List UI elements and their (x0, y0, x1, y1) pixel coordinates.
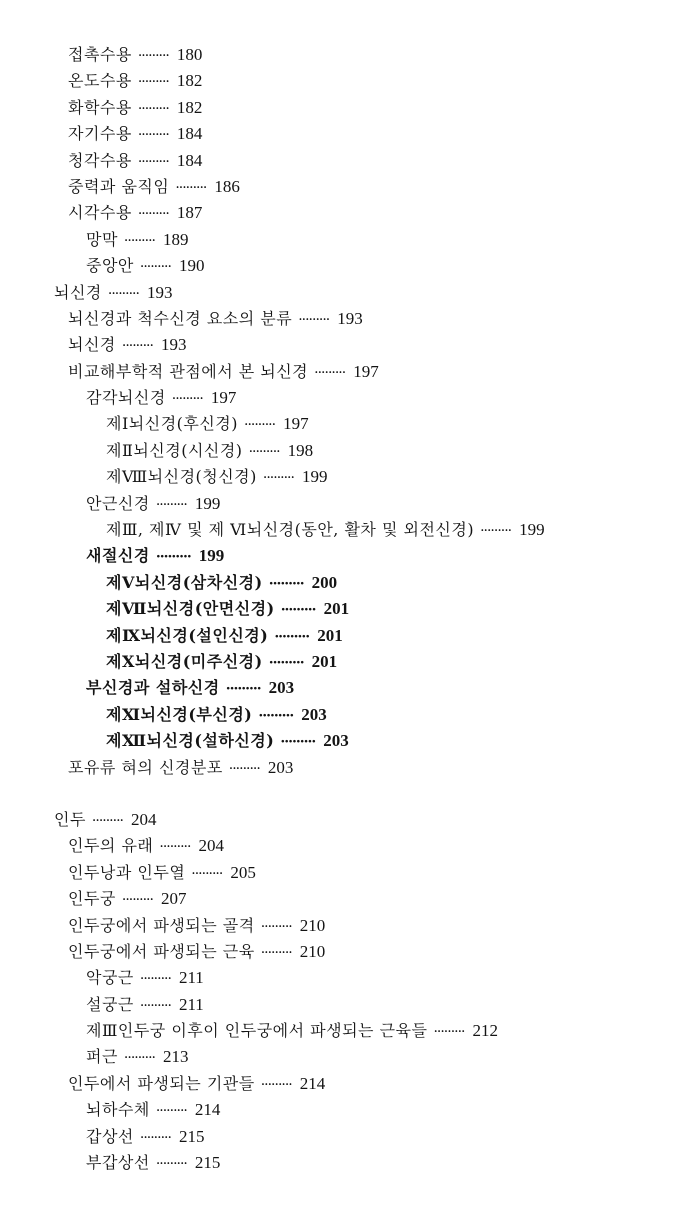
toc-entry-title: 뇌신경과 척수신경 요소의 분류 (68, 308, 293, 328)
toc-leader-dots: ········· (155, 496, 187, 513)
toc-entry-title: 뇌신경 (68, 335, 116, 355)
toc-entry-title: 인두궁에서 파생되는 골격 (68, 915, 255, 935)
toc-entry-page: 215 (194, 1153, 221, 1173)
toc-entry (0, 253, 700, 279)
toc-leader-dots: ········· (191, 865, 223, 882)
toc-leader-dots: ········· (268, 575, 304, 592)
toc-entry-page: 199 (194, 493, 221, 513)
toc-entry (0, 280, 700, 306)
toc-entry-page: 193 (337, 308, 363, 328)
toc-entry-page: 201 (311, 651, 338, 671)
toc-entry-title: 설궁근 (86, 994, 134, 1014)
toc-entry (0, 1097, 700, 1123)
toc-leader-dots: ········· (175, 179, 207, 196)
toc-entry-page: 198 (287, 440, 314, 460)
toc-entry-title: 포유류 혀의 신경분포 (68, 757, 223, 777)
toc-entry-title: 뇌신경 (54, 282, 102, 302)
toc-entry-title: 제Ⅶ뇌신경(안면신경) (106, 599, 275, 619)
toc-entry-page: 197 (283, 414, 309, 434)
toc-entry-title: 중앙안 (86, 256, 134, 276)
toc-entry (0, 121, 700, 147)
toc-leader-dots: ········· (228, 760, 260, 777)
toc-leader-dots: ········· (268, 654, 304, 671)
toc-entry-title: 퍼근 (86, 1047, 118, 1067)
toc-leader-dots: ········· (155, 549, 191, 566)
toc-entry-title: 뇌하수체 (86, 1100, 150, 1120)
toc-entry (0, 359, 700, 385)
toc-leader-dots: ········· (121, 338, 153, 355)
toc-entry (0, 675, 700, 701)
toc-leader-dots: ········· (139, 997, 171, 1014)
toc-entry-page: 203 (301, 704, 327, 724)
toc-entry-title: 망막 (86, 229, 118, 249)
toc-entry-page: 214 (194, 1100, 221, 1120)
toc-entry (0, 965, 700, 991)
toc-leader-dots: ········· (260, 918, 292, 935)
toc-entry (0, 68, 700, 94)
toc-entry-title: 인두의 유래 (68, 836, 154, 856)
toc-entry (0, 570, 700, 596)
toc-entry-title: 제Ⅷ뇌신경(청신경) (106, 467, 257, 487)
toc-entry-page: 213 (162, 1047, 189, 1067)
toc-entry-page: 201 (317, 625, 343, 645)
toc-entry-page: 193 (160, 335, 187, 355)
toc-entry-page: 201 (323, 599, 350, 619)
toc-entry-title: 청각수용 (68, 150, 132, 170)
toc-entry-page: 210 (299, 915, 326, 935)
toc-entry-title: 접촉수용 (68, 45, 132, 64)
toc-leader-dots: ········· (137, 48, 169, 64)
toc-entry (0, 649, 700, 675)
toc-entry (0, 1150, 700, 1176)
toc-entry-title: 제Ⅺ뇌신경(부신경) (106, 704, 253, 724)
toc-leader-dots: ········· (155, 1156, 187, 1173)
toc-leader-dots: ········· (137, 206, 169, 223)
toc-entry (0, 807, 700, 833)
toc-entry (0, 306, 700, 332)
toc-leader-dots: ········· (139, 1129, 171, 1146)
toc-entry-title: 비교해부학적 관점에서 본 뇌신경 (68, 361, 309, 381)
toc-leader-dots: ········· (258, 707, 294, 724)
toc-entry-page: 187 (176, 203, 203, 223)
toc-leader-dots: ········· (123, 1050, 155, 1067)
toc-entry-page: 203 (323, 731, 349, 751)
toc-entry-title: 인두궁에서 파생되는 근육 (68, 941, 255, 961)
toc-entry (0, 1071, 700, 1097)
toc-leader-dots: ········· (137, 74, 169, 91)
toc-leader-dots: ········· (121, 892, 153, 909)
toc-entry-page: 203 (267, 757, 294, 777)
toc-entry-page: 199 (198, 546, 225, 566)
toc-leader-dots: ········· (139, 259, 171, 276)
toc-entry (0, 1018, 700, 1044)
toc-entry-page: 205 (230, 862, 256, 882)
toc-entry (0, 148, 700, 174)
toc-entry-page: 200 (311, 572, 338, 592)
toc-entry-page: 204 (130, 809, 157, 829)
toc-entry (0, 1044, 700, 1070)
toc-entry (0, 438, 700, 464)
toc-entry (0, 596, 700, 622)
toc-leader-dots: ········· (137, 100, 169, 117)
toc-leader-dots: ········· (280, 734, 316, 751)
toc-entry-title: 제Ⅰ뇌신경(후신경) (106, 414, 238, 434)
toc-entry-title: 화학수용 (68, 97, 132, 117)
toc-entry-title: 제Ⅱ뇌신경(시신경) (106, 440, 243, 460)
toc-entry-title: 갑상선 (86, 1126, 134, 1146)
toc-entry-page: 189 (162, 229, 189, 249)
toc-entry-page: 207 (160, 889, 187, 909)
toc-entry-title: 감각뇌신경 (86, 388, 166, 408)
toc-entry-page: 212 (472, 1021, 499, 1041)
toc-entry-page: 182 (176, 97, 203, 117)
toc-leader-dots: ········· (260, 1076, 292, 1093)
toc-entry (0, 833, 700, 859)
toc-entry-page: 211 (178, 994, 204, 1014)
toc-entry-page: 184 (176, 150, 203, 170)
toc-entry (0, 517, 700, 543)
toc-leader-dots: ········· (171, 391, 203, 408)
toc-leader-dots: ········· (155, 1103, 187, 1120)
toc-entry (0, 886, 700, 912)
toc-leader-dots: ········· (91, 812, 123, 829)
toc-entry-page: 215 (178, 1126, 205, 1146)
toc-leader-dots: ········· (262, 470, 294, 487)
toc-entry-page: 197 (210, 388, 237, 408)
toc-entry (0, 1124, 700, 1150)
toc-leader-dots: ········· (244, 417, 276, 434)
toc-leader-dots: ········· (260, 944, 292, 961)
toc-leader-dots: ········· (137, 153, 169, 170)
toc-entry (0, 491, 700, 517)
toc-entry-title: 제Ⅲ인두궁 이후이 인두궁에서 파생되는 근육들 (86, 1021, 428, 1041)
toc-entry-page: 203 (268, 678, 295, 698)
toc-entry (0, 227, 700, 253)
toc-entry (0, 623, 700, 649)
toc-entry-page: 190 (178, 256, 205, 276)
toc-entry-page: 199 (519, 520, 545, 540)
toc-entry-page: 180 (176, 45, 203, 64)
toc-entry (0, 992, 700, 1018)
toc-entry (0, 332, 700, 358)
toc-entry-page: 186 (214, 176, 240, 196)
toc-leader-dots: ········· (123, 232, 155, 249)
toc-leader-dots: ········· (280, 602, 316, 619)
toc-entry (0, 464, 700, 490)
toc-entry-title: 제Ⅹ뇌신경(미주신경) (106, 651, 263, 671)
toc-leader-dots: ········· (139, 971, 171, 988)
toc-entry-page: 211 (178, 968, 204, 988)
toc-entry-title: 인두궁 (68, 889, 116, 909)
toc-entry (0, 702, 700, 728)
toc-entry (0, 913, 700, 939)
toc-entry-page: 193 (146, 282, 173, 302)
toc-entry-title: 온도수용 (68, 71, 132, 91)
toc-entry-title: 제Ⅸ뇌신경(설인신경) (106, 625, 269, 645)
toc-leader-dots: ········· (248, 443, 280, 460)
toc-entry (0, 385, 700, 411)
toc-entry-title: 제Ⅴ뇌신경(삼차신경) (106, 572, 263, 592)
toc-leader-dots: ········· (225, 681, 261, 698)
toc-entry-title: 부갑상선 (86, 1153, 150, 1173)
toc-entry-page: 214 (299, 1073, 326, 1093)
toc-entry-page: 182 (176, 71, 203, 91)
toc-entry-title: 안근신경 (86, 493, 150, 513)
toc-leader-dots: ········· (159, 839, 191, 856)
toc-entry-page: 204 (198, 836, 224, 856)
toc-leader-dots: ········· (433, 1024, 465, 1041)
toc-leader-dots: ········· (107, 285, 139, 302)
toc-entry (0, 200, 700, 226)
toc-leader-dots: ········· (274, 628, 310, 645)
toc-leader-dots: ········· (298, 311, 330, 328)
toc-entry-page: 199 (301, 467, 328, 487)
toc-entry-title: 중력과 움직임 (68, 176, 170, 196)
toc-entry-title: 자기수용 (68, 124, 132, 144)
toc-entry-page: 184 (176, 124, 203, 144)
toc-entry (0, 411, 700, 437)
toc-entry-title: 인두에서 파생되는 기관들 (68, 1073, 255, 1093)
toc-leader-dots: ········· (137, 127, 169, 144)
toc-entry (0, 728, 700, 754)
toc-entry-title: 부신경과 설하신경 (86, 678, 220, 698)
table-of-contents (0, 42, 700, 1176)
toc-entry (0, 543, 700, 569)
toc-entry (0, 939, 700, 965)
toc-entry-title: 제Ⅲ, 제Ⅳ 및 제 Ⅵ뇌신경(동안, 활차 및 외전신경) (106, 520, 475, 540)
toc-leader-dots: ········· (314, 364, 346, 381)
toc-entry-title: 인두 (54, 809, 86, 829)
toc-entry-title: 악궁근 (86, 968, 134, 988)
toc-entry (0, 42, 700, 68)
toc-entry-page: 197 (353, 361, 379, 381)
toc-entry-title: 인두낭과 인두열 (68, 862, 186, 882)
toc-entry-page: 210 (299, 941, 326, 961)
toc-entry-title: 시각수용 (68, 203, 132, 223)
toc-entry (0, 755, 700, 781)
toc-entry (0, 95, 700, 121)
toc-leader-dots: ········· (480, 523, 512, 540)
toc-entry-title: 새절신경 (86, 546, 150, 566)
toc-entry (0, 174, 700, 200)
toc-entry-title: 제Ⅻ뇌신경(설하신경) (106, 731, 275, 751)
toc-entry (0, 860, 700, 886)
